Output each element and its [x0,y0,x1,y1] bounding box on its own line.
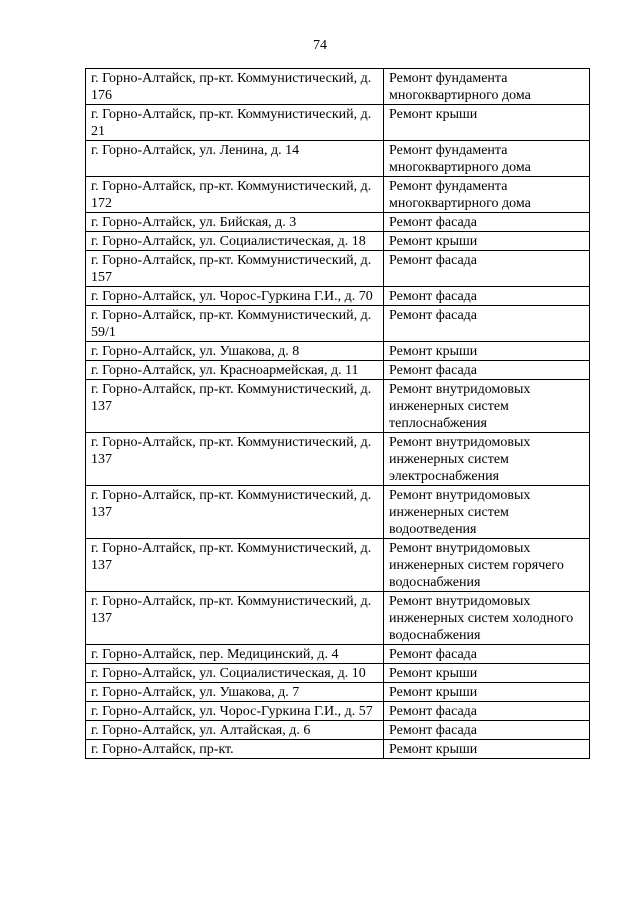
work-type-cell: Ремонт внутридомовых инженерных систем горячего водоснабжения [384,539,590,592]
work-type-cell: Ремонт фундамента многоквартирного дома [384,69,590,105]
table-row [86,539,590,592]
table-row [86,683,590,702]
table-row [86,361,590,380]
table-row [86,141,590,177]
work-type-cell: Ремонт внутридомовых инженерных систем водоотведения [384,486,590,539]
address-cell: г. Горно-Алтайск, ул. Ушакова, д. 8 [86,342,384,361]
work-type-cell: Ремонт внутридомовых инженерных систем холодного водоснабжения [384,592,590,645]
address-cell: г. Горно-Алтайск, пер. Медицинский, д. 4 [86,645,384,664]
address-cell: г. Горно-Алтайск, ул. Ленина, д. 14 [86,141,384,177]
table-row [86,306,590,342]
work-type-cell: Ремонт фасада [384,251,590,287]
work-type-cell: Ремонт фасада [384,306,590,342]
table-row [86,380,590,433]
work-type-cell: Ремонт фасада [384,361,590,380]
address-cell: г. Горно-Алтайск, ул. Социалистическая, д. 18 [86,232,384,251]
address-cell: г. Горно-Алтайск, ул. Красноармейская, д. 11 [86,361,384,380]
work-type-cell: Ремонт крыши [384,740,590,759]
address-cell: г. Горно-Алтайск, пр-кт. Коммунистический, д. 137 [86,592,384,645]
work-type-cell: Ремонт фундамента многоквартирного дома [384,141,590,177]
table-body [86,69,590,759]
work-type-cell: Ремонт внутридомовых инженерных систем теплоснабжения [384,380,590,433]
address-cell: г. Горно-Алтайск, ул. Чорос-Гуркина Г.И., д. 57 [86,702,384,721]
work-type-cell: Ремонт крыши [384,232,590,251]
page-number: 74 [313,38,327,53]
table-row [86,232,590,251]
table-row [86,105,590,141]
work-type-cell: Ремонт крыши [384,342,590,361]
address-cell: г. Горно-Алтайск, пр-кт. [86,740,384,759]
address-cell: г. Горно-Алтайск, ул. Социалистическая, д. 10 [86,664,384,683]
table-row [86,740,590,759]
work-type-cell: Ремонт крыши [384,683,590,702]
address-cell: г. Горно-Алтайск, пр-кт. Коммунистический, д. 172 [86,177,384,213]
work-type-cell: Ремонт фасада [384,702,590,721]
work-type-cell: Ремонт фасада [384,213,590,232]
work-type-cell: Ремонт фасада [384,721,590,740]
table-row [86,702,590,721]
work-type-cell: Ремонт фундамента многоквартирного дома [384,177,590,213]
work-type-cell: Ремонт внутридомовых инженерных систем электроснабжения [384,433,590,486]
address-cell: г. Горно-Алтайск, пр-кт. Коммунистический, д. 176 [86,69,384,105]
address-cell: г. Горно-Алтайск, пр-кт. Коммунистический, д. 137 [86,433,384,486]
table-row [86,213,590,232]
address-cell: г. Горно-Алтайск, ул. Алтайская, д. 6 [86,721,384,740]
address-cell: г. Горно-Алтайск, пр-кт. Коммунистический, д. 137 [86,486,384,539]
address-cell: г. Горно-Алтайск, ул. Ушакова, д. 7 [86,683,384,702]
table-row [86,721,590,740]
repair-works-table [85,68,590,759]
table-row [86,486,590,539]
table-row [86,592,590,645]
table-row [86,287,590,306]
table-row [86,69,590,105]
table-row [86,433,590,486]
address-cell: г. Горно-Алтайск, пр-кт. Коммунистический, д. 59/1 [86,306,384,342]
address-cell: г. Горно-Алтайск, пр-кт. Коммунистический, д. 157 [86,251,384,287]
work-type-cell: Ремонт крыши [384,105,590,141]
table-row [86,251,590,287]
work-type-cell: Ремонт фасада [384,287,590,306]
table-row [86,177,590,213]
table-row [86,342,590,361]
table-row [86,664,590,683]
address-cell: г. Горно-Алтайск, ул. Чорос-Гуркина Г.И., д. 70 [86,287,384,306]
work-type-cell: Ремонт фасада [384,645,590,664]
address-cell: г. Горно-Алтайск, пр-кт. Коммунистический, д. 137 [86,380,384,433]
table-row [86,645,590,664]
address-cell: г. Горно-Алтайск, ул. Бийская, д. 3 [86,213,384,232]
work-type-cell: Ремонт крыши [384,664,590,683]
address-cell: г. Горно-Алтайск, пр-кт. Коммунистический, д. 21 [86,105,384,141]
address-cell: г. Горно-Алтайск, пр-кт. Коммунистический, д. 137 [86,539,384,592]
